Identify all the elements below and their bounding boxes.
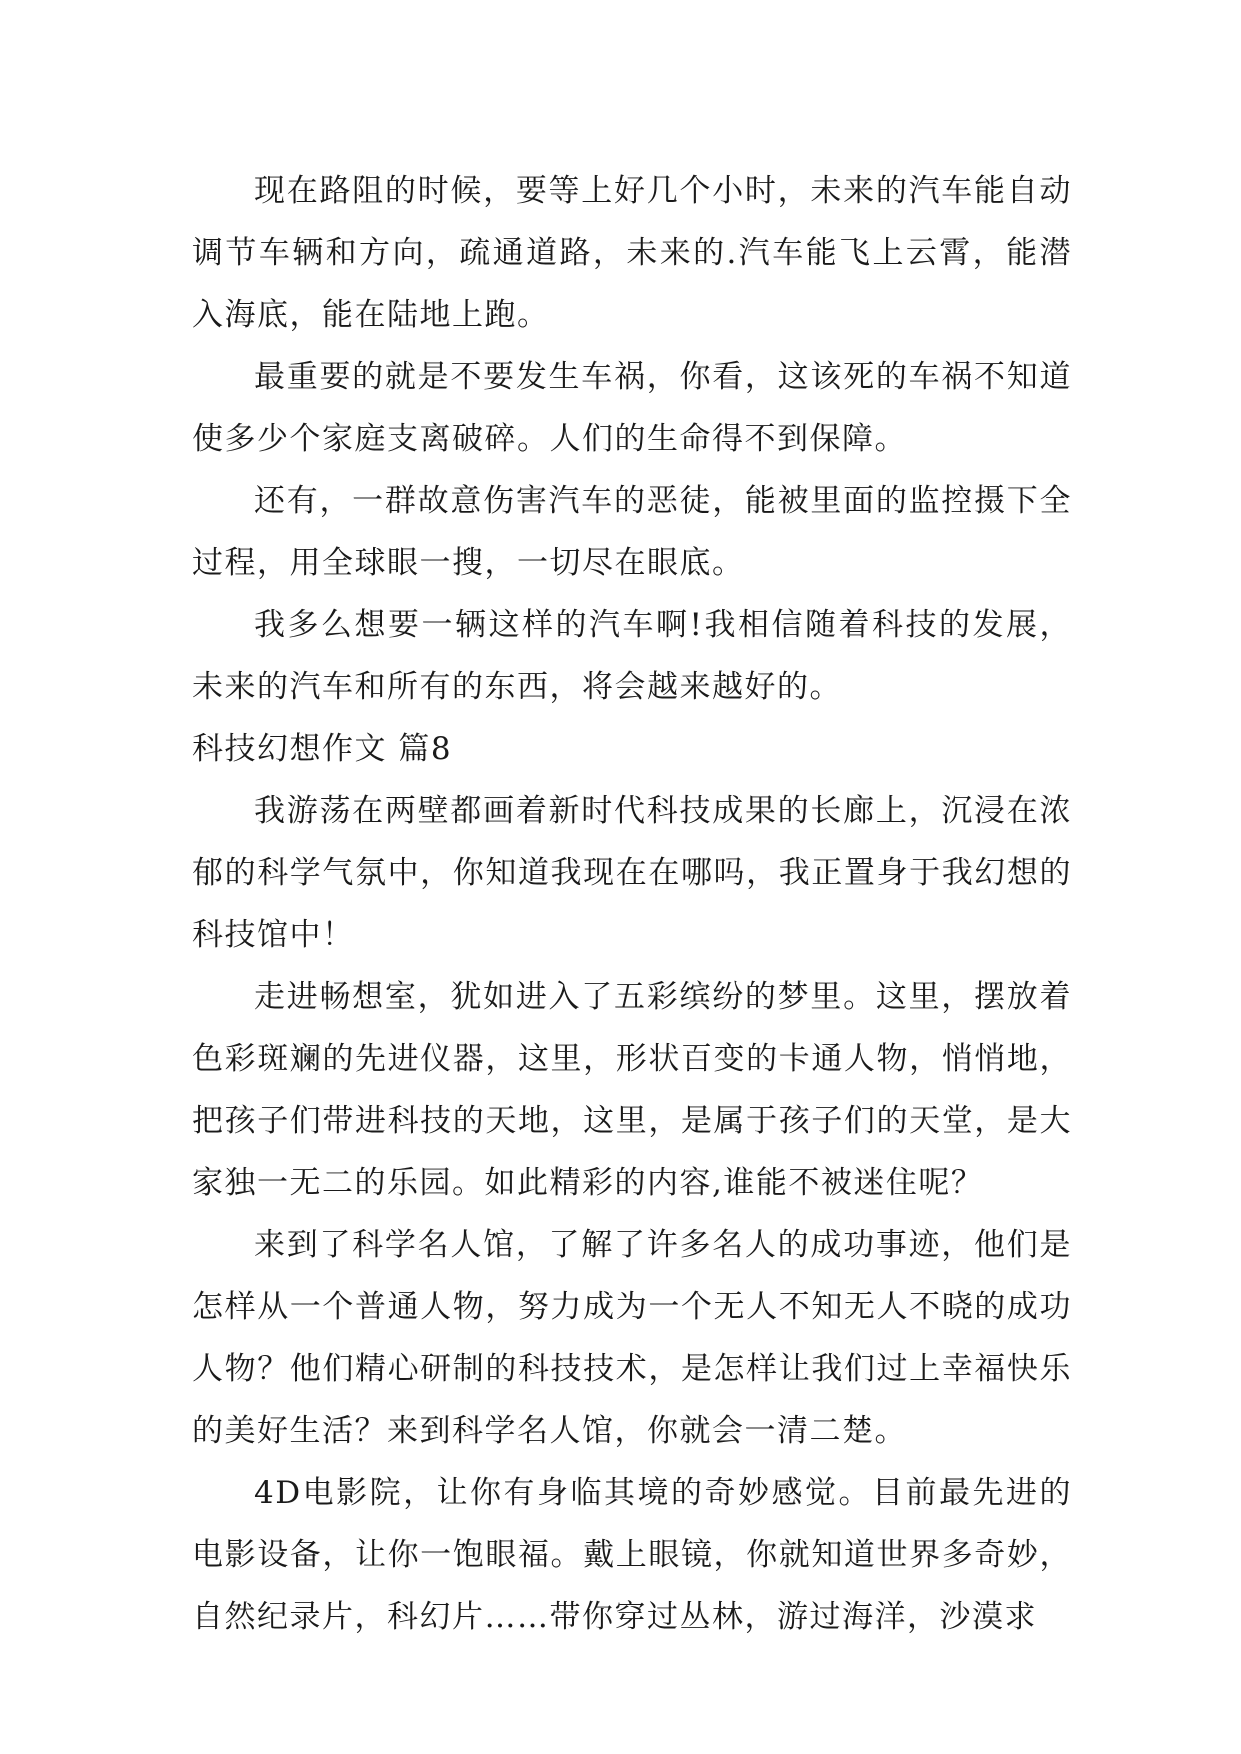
document-body	[192, 160, 1072, 1648]
paragraph: 走进畅想室，犹如进入了五彩缤纷的梦里。这里，摆放着色彩斑斓的先进仪器，这里，形状百变的卡通人物，悄悄地，把孩子们带进科技的天地，这里，是属于孩子们的天堂，是大家独一无二的乐园。如此精彩的内容,谁能不被迷住呢？	[192, 979, 1072, 1201]
paragraph: 我游荡在两壁都画着新时代科技成果的长廊上，沉浸在浓郁的科学气氛中，你知道我现在在哪吗，我正置身于我幻想的科技馆中！	[192, 793, 1072, 953]
paragraph: 我多么想要一辆这样的汽车啊!我相信随着科技的发展，未来的汽车和所有的东西，将会越来越好的。	[192, 607, 1072, 705]
paragraph: 来到了科学名人馆，了解了许多名人的成功事迹，他们是怎样从一个普通人物，努力成为一个无人不知无人不晓的成功人物？他们精心研制的科技技术，是怎样让我们过上幸福快乐的美好生活？来到科学名人馆，你就会一清二楚。	[192, 1227, 1072, 1449]
paragraph: 最重要的就是不要发生车祸，你看，这该死的车祸不知道使多少个家庭支离破碎。人们的生命得不到保障。	[192, 359, 1072, 457]
paragraph: 4D电影院，让你有身临其境的奇妙感觉。目前最先进的电影设备，让你一饱眼福。戴上眼镜，你就知道世界多奇妙，自然纪录片，科幻片……带你穿过丛林，游过海洋，沙漠求	[192, 1475, 1072, 1635]
paragraph: 还有，一群故意伤害汽车的恶徒，能被里面的监控摄下全过程，用全球眼一搜，一切尽在眼底。	[192, 483, 1072, 581]
paragraph: 现在路阻的时候，要等上好几个小时，未来的汽车能自动调节车辆和方向，疏通道路，未来的.汽车能飞上云霄，能潜入海底，能在陆地上跑。	[192, 173, 1072, 333]
section-heading: 科技幻想作文 篇8	[192, 731, 453, 767]
